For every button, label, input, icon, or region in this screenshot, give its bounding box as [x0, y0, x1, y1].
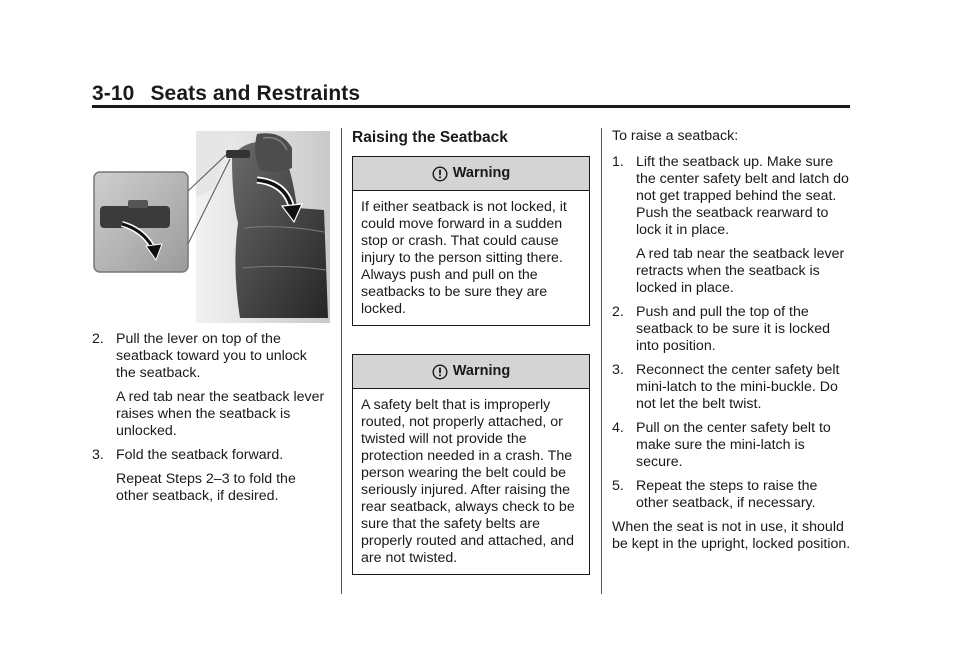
step-text: Fold the seatback forward. — [116, 447, 284, 463]
header-rule — [92, 105, 850, 108]
page-header — [92, 82, 850, 106]
list-item: 3. Fold the seatback forward. Repeat Steps 2–3 to fold the other seatback, if desired. — [92, 447, 330, 505]
step-text: Lift the seatback up. Make sure the center safety belt and latch do not get trapped behind the seat. Push the seatback rearward to lock it in place. — [636, 154, 849, 238]
left-column — [92, 128, 330, 512]
list-item: 1. Lift the seatback up. Make sure the center safety belt and latch do not get trapped behind the seat. Push the seatback rearward to lock it in place. A red tab near the seatback lever retracts when the seatback is locked in place. — [612, 154, 852, 297]
warning-icon — [432, 364, 448, 380]
closing-text: When the seat is not in use, it should be kept in the upright, locked position. — [612, 519, 851, 552]
list-item: 2. Pull the lever on top of the seatback toward you to unlock the seatback. A red tab near the seatback lever raises when the seatback is unlocked. — [92, 331, 330, 440]
right-column — [612, 128, 852, 560]
step-note: Repeat Steps 2–3 to fold the other seatback, if desired. — [116, 471, 296, 504]
step-text: Pull the lever on top of the seatback toward you to unlock the seatback. — [116, 331, 307, 381]
middle-column — [352, 128, 590, 603]
warning-icon — [432, 166, 448, 182]
page-title — [92, 82, 850, 106]
step-text: Pull on the center safety belt to make sure the mini-latch is secure. — [636, 420, 831, 470]
step-text: Push and pull the top of the seatback to be sure it is locked into position. — [636, 304, 830, 354]
step-note: A red tab near the seatback lever raises when the seatback is unlocked. — [116, 389, 325, 439]
warning-box — [352, 156, 590, 326]
seatback-release-lever-icon — [92, 128, 330, 323]
list-item: 2. Push and pull the top of the seatback to be sure it is locked into position. — [612, 304, 852, 355]
warning-text: If either seatback is not locked, it could move forward in a sudden stop or crash. That could cause injury to the person sitting there. Always push and pull on the seatbacks to be sure they are locked. — [361, 199, 567, 317]
raise-steps-list — [612, 154, 852, 512]
fold-steps-list — [92, 331, 330, 505]
list-item: 3. Reconnect the center safety belt mini-latch to the mini-buckle. Do not let the belt twist. — [612, 362, 852, 413]
warning-header — [353, 157, 589, 191]
step-text: Repeat the steps to raise the other seatback, if necessary. — [636, 478, 818, 511]
list-item: 5. Repeat the steps to raise the other seatback, if necessary. — [612, 478, 852, 512]
page-number: 3-10 — [92, 82, 135, 105]
warning-label: Warning — [452, 165, 511, 181]
warning-box — [352, 354, 590, 575]
section-heading: Raising the Seatback — [352, 129, 508, 146]
step-text: Reconnect the center safety belt mini-latch to the mini-buckle. Do not let the belt twist. — [636, 362, 840, 412]
warning-header — [353, 355, 589, 389]
warning-label: Warning — [452, 363, 511, 379]
section-title: Seats and Restraints — [150, 82, 361, 105]
column-divider — [601, 128, 602, 594]
warning-text: A safety belt that is improperly routed, not properly attached, or twisted will not provide the protection needed in a crash. The person wearing the belt could be seriously injured. After raising the rear seatback, always check to be sure that the safety belts are properly routed and attached, and are not twisted. — [361, 397, 575, 566]
intro-text: To raise a seatback: — [612, 128, 739, 144]
list-item: 4. Pull on the center safety belt to make sure the mini-latch is secure. — [612, 420, 852, 471]
step-note: A red tab near the seatback lever retracts when the seatback is locked in place. — [636, 246, 845, 296]
column-divider — [341, 128, 342, 594]
